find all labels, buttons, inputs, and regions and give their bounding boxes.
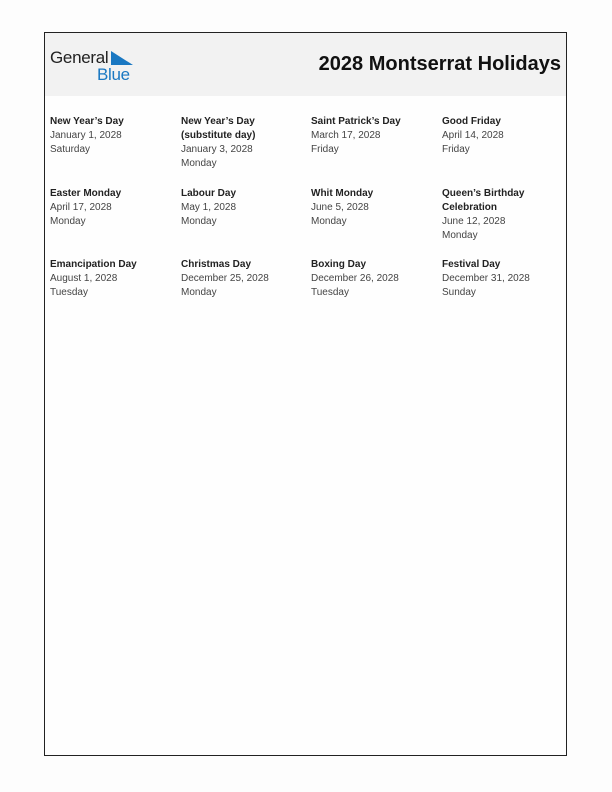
- holiday-weekday: Tuesday: [311, 287, 349, 298]
- holiday-date: December 31, 2028: [442, 273, 530, 284]
- holiday-date: June 5, 2028: [311, 202, 369, 213]
- holiday-item: [181, 187, 309, 229]
- holiday-name: New Year’s Day: [50, 116, 124, 127]
- holiday-name: Boxing Day: [311, 259, 367, 270]
- holiday-date: August 1, 2028: [50, 273, 118, 284]
- holiday-date: December 26, 2028: [311, 273, 399, 284]
- holiday-name: Whit Monday: [311, 188, 374, 199]
- holiday-weekday: Monday: [181, 216, 217, 227]
- holiday-item: [442, 115, 570, 157]
- holiday-name: Good Friday: [442, 116, 501, 127]
- holiday-item: [181, 258, 309, 300]
- holiday-weekday: Sunday: [442, 287, 476, 298]
- holiday-date: December 25, 2028: [181, 273, 269, 284]
- logo-general-text: General: [50, 48, 109, 67]
- holiday-weekday: Monday: [311, 216, 347, 227]
- holiday-name: Saint Patrick’s Day: [311, 116, 401, 127]
- holiday-weekday: Friday: [442, 144, 470, 155]
- holiday-weekday: Saturday: [50, 144, 91, 155]
- logo: [50, 48, 140, 84]
- holiday-date: January 1, 2028: [50, 130, 122, 141]
- holiday-name: Easter Monday: [50, 188, 122, 199]
- holiday-date: January 3, 2028: [181, 144, 253, 155]
- holiday-name: New Year’s Day (substitute day): [181, 116, 256, 141]
- holiday-item: [181, 115, 281, 171]
- holiday-item: [50, 115, 178, 157]
- holiday-weekday: Friday: [311, 144, 339, 155]
- holiday-name: Labour Day: [181, 188, 237, 199]
- holiday-date: April 14, 2028: [442, 130, 504, 141]
- holiday-weekday: Monday: [181, 287, 217, 298]
- holiday-date: March 17, 2028: [311, 130, 381, 141]
- holiday-item: [311, 115, 439, 157]
- holiday-name: Christmas Day: [181, 259, 252, 270]
- holiday-item: [50, 258, 178, 300]
- holiday-date: June 12, 2028: [442, 216, 506, 227]
- holiday-name: Emancipation Day: [50, 259, 137, 270]
- holiday-date: April 17, 2028: [50, 202, 112, 213]
- page-title: 2028 Montserrat Holidays: [318, 53, 561, 75]
- holiday-item: [50, 187, 178, 229]
- holiday-weekday: Monday: [442, 230, 478, 241]
- holiday-item: [311, 258, 439, 300]
- holiday-name: Queen’s Birthday Celebration: [442, 188, 525, 213]
- holiday-weekday: Tuesday: [50, 287, 88, 298]
- header: [45, 33, 566, 96]
- holiday-weekday: Monday: [50, 216, 86, 227]
- page-frame: [44, 32, 567, 756]
- holiday-item: [442, 187, 542, 243]
- holiday-item: [311, 187, 439, 229]
- holiday-date: May 1, 2028: [181, 202, 237, 213]
- holiday-item: [442, 258, 570, 300]
- logo-blue-text: Blue: [97, 65, 130, 84]
- holiday-name: Festival Day: [442, 259, 501, 270]
- holiday-weekday: Monday: [181, 158, 217, 169]
